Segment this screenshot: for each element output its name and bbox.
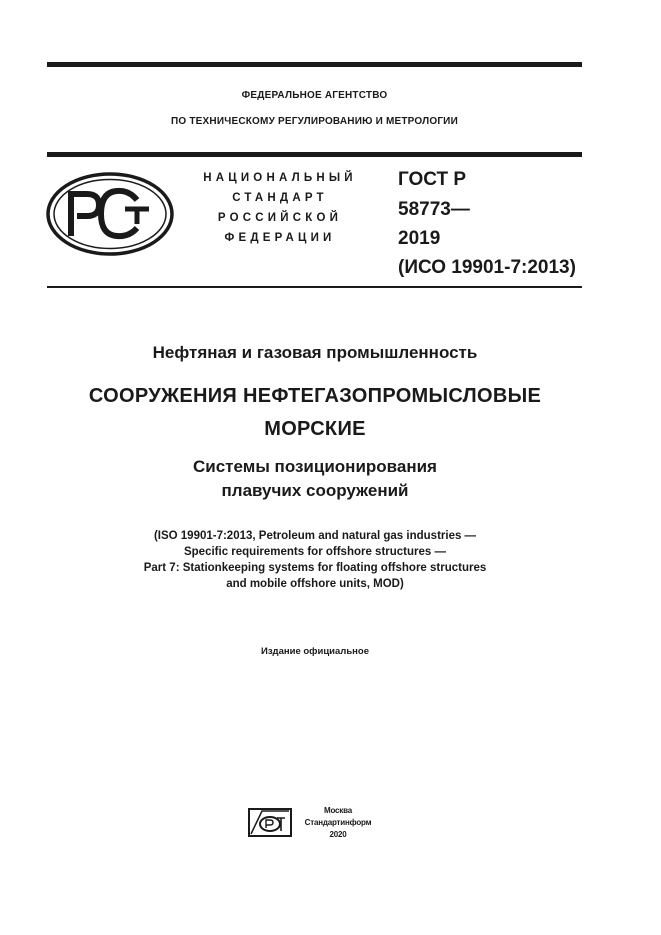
document-subtitle-line2: плавучих сооружений xyxy=(221,481,409,500)
iso-reference-line2: Specific requirements for offshore structures — xyxy=(183,546,446,558)
rst-logo-icon xyxy=(45,172,175,256)
middle-rule xyxy=(47,152,582,157)
publisher-name: Стандартинформ xyxy=(304,818,372,827)
agency-name-line2: ПО ТЕХНИЧЕСКОМУ РЕГУЛИРОВАНИЮ И МЕТРОЛОГИИ xyxy=(171,116,458,127)
designation-line2: 58773— xyxy=(398,199,470,220)
designation-line1: ГОСТ Р xyxy=(398,169,467,190)
designation-line3: 2019 xyxy=(398,228,441,249)
document-title-line1: СООРУЖЕНИЯ НЕФТЕГАЗОПРОМЫСЛОВЫЕ xyxy=(88,385,542,407)
header-bottom-rule xyxy=(47,286,582,288)
designation-line4: (ИСО 19901-7:2013) xyxy=(398,257,576,278)
publisher-city: Москва xyxy=(324,806,352,815)
agency-name-line1: ФЕДЕРАЛЬНОЕ АГЕНТСТВО xyxy=(241,90,388,101)
iso-reference-line4: and mobile offshore units, MOD) xyxy=(226,578,404,590)
national-standard-line3: РОССИЙСКОЙ xyxy=(217,212,343,224)
national-standard-line4: ФЕДЕРАЦИИ xyxy=(224,232,336,244)
top-rule xyxy=(47,62,582,67)
document-title-line2: МОРСКИЕ xyxy=(264,418,366,440)
national-standard-line2: СТАНДАРТ xyxy=(232,192,328,204)
document-subtitle-line1: Системы позиционирования xyxy=(193,457,437,476)
publisher-year: 2020 xyxy=(329,830,347,839)
industry-heading: Нефтяная и газовая промышленность xyxy=(152,343,478,362)
iso-reference-line1: (ISO 19901-7:2013, Petroleum and natural gas industries — xyxy=(153,530,477,542)
iso-reference-line3: Part 7: Stationkeeping systems for floating offshore structures xyxy=(143,562,487,574)
edition-label: Издание официальное xyxy=(261,646,369,657)
standartinform-logo-icon xyxy=(248,808,292,837)
national-standard-line1: НАЦИОНАЛЬНЫЙ xyxy=(203,172,357,184)
